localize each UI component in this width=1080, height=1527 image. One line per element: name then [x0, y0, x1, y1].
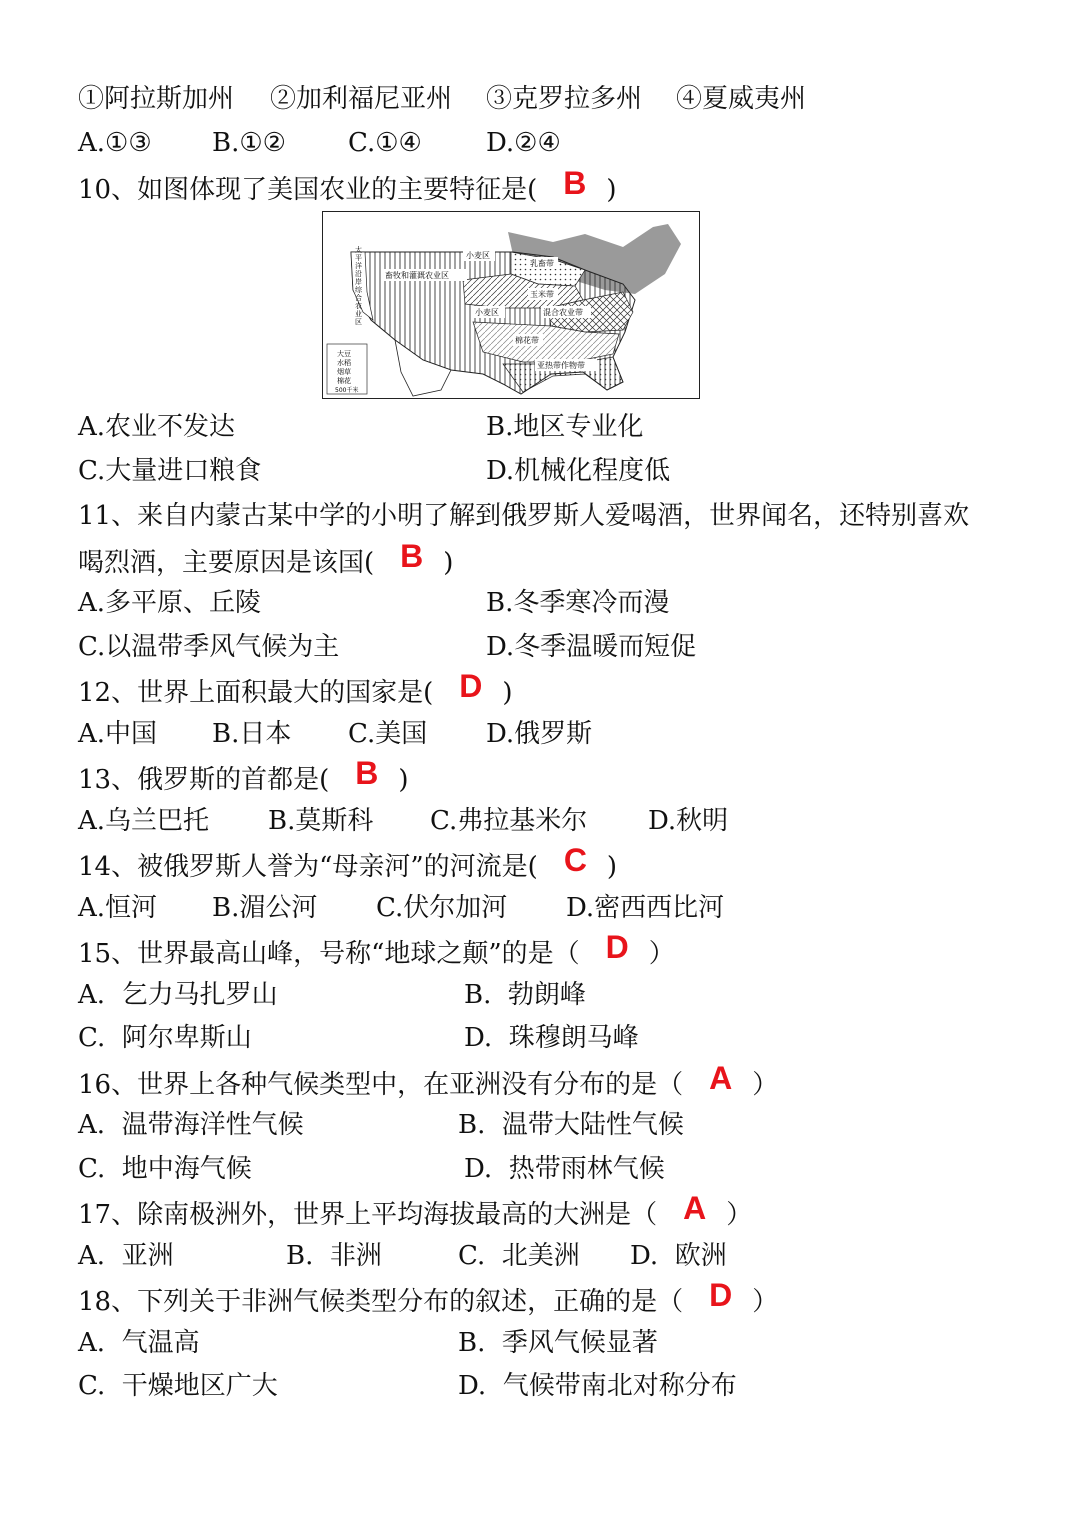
q11-stem-close: )	[443, 548, 454, 578]
q12-stem-text: 12、世界上面积最大的国家是(	[78, 678, 434, 708]
q12-answer: D	[459, 668, 483, 704]
q11-stem-text: 喝烈酒，主要原因是该国(	[78, 548, 375, 578]
label-west-coast	[355, 245, 363, 326]
q16-option-c: C. 地中海气候	[78, 1154, 252, 1184]
svg-text:沿: 沿	[355, 270, 362, 278]
q13-option-c: C.弗拉基米尔	[430, 806, 588, 836]
q13-option-b: B.莫斯科	[268, 806, 374, 836]
q15-answer: D	[605, 929, 629, 965]
q11-stem-line1: 11、来自内蒙古某中学的小明了解到俄罗斯人爱喝酒，世界闻名，还特别喜欢	[78, 501, 970, 531]
svg-text:业: 业	[355, 310, 362, 318]
q12-option-b: B.日本	[212, 719, 292, 749]
q13-option-a: A.乌兰巴托	[78, 806, 210, 836]
q16-option-b: B. 温带大陆性气候	[458, 1110, 684, 1140]
q11-option-b: B.冬季寒冷而漫	[486, 588, 670, 618]
q12-option-c: C.美国	[348, 719, 428, 749]
label-ranching: 畜牧和灌溉农业区	[385, 271, 449, 280]
q14-stem	[78, 842, 618, 884]
label-wheat-north: 小麦区	[466, 251, 490, 260]
q18-option-b: B. 季风气候显著	[458, 1328, 658, 1358]
q18-stem	[78, 1277, 779, 1319]
q17-stem-text: 17、除南极洲外，世界上平均海拔最高的大洲是（	[78, 1200, 658, 1230]
q15-stem-text: 15、世界最高山峰，号称“地球之颠”的是（	[78, 939, 580, 969]
svg-text:平: 平	[355, 254, 362, 262]
q14-stem-close: )	[606, 852, 618, 882]
q9-state-1: ①阿拉斯加州	[78, 84, 235, 114]
q15-option-d: D. 珠穆朗马峰	[464, 1023, 639, 1053]
legend-rice: 水稻	[337, 359, 351, 367]
label-subtropical: 亚热带作物带	[537, 361, 585, 370]
q10-option-d: D.机械化程度低	[486, 456, 671, 486]
q13-stem-close: )	[398, 765, 409, 795]
q15-stem	[78, 929, 675, 971]
q18-stem-text: 18、下列关于非洲气候类型分布的叙述，正确的是（	[78, 1287, 684, 1317]
q16-option-a: A. 温带海洋性气候	[78, 1110, 304, 1140]
q12-stem	[78, 668, 513, 710]
q15-option-a: A. 乞力马扎罗山	[78, 980, 278, 1010]
q15-option-b: B. 勃朗峰	[464, 980, 586, 1010]
us-map-svg	[323, 212, 698, 397]
label-mixed: 混合农业带	[543, 308, 583, 317]
q10-stem-text: 10、如图体现了美国农业的主要特征是(	[78, 175, 538, 205]
q10-stem	[78, 165, 617, 207]
q11-option-c: C.以温带季风气候为主	[78, 632, 340, 662]
q10-option-a: A.农业不发达	[78, 412, 236, 442]
q12-stem-close: )	[502, 678, 513, 708]
q17-stem	[78, 1190, 753, 1232]
q17-option-a: A. 亚洲	[78, 1241, 174, 1271]
q13-answer: B	[355, 755, 379, 791]
q17-option-d: D. 欧洲	[630, 1241, 727, 1271]
q18-option-d: D. 气候带南北对称分布	[458, 1371, 737, 1401]
q10-option-c: C.大量进口粮食	[78, 456, 262, 486]
q17-option-c: C. 北美洲	[458, 1241, 580, 1271]
q9-state-2: ②加利福尼亚州	[270, 84, 453, 114]
q12-option-d: D.俄罗斯	[486, 719, 593, 749]
svg-text:农: 农	[355, 302, 362, 310]
q9-option-d: D.②④	[486, 128, 561, 158]
label-wheat-south: 小麦区	[475, 308, 499, 317]
q18-option-a: A. 气温高	[78, 1328, 200, 1358]
q9-state-4: ④夏威夷州	[676, 84, 807, 114]
label-dairy: 乳畜带	[530, 259, 554, 268]
q17-stem-close: ）	[726, 1200, 753, 1230]
q11-option-d: D.冬季温暖而短促	[486, 632, 697, 662]
q14-stem-text: 14、被俄罗斯人誉为“母亲河”的河流是(	[78, 852, 538, 882]
q10-answer: B	[563, 165, 587, 201]
q16-option-d: D. 热带雨林气候	[464, 1154, 665, 1184]
us-agriculture-map	[322, 211, 700, 399]
svg-text:洋: 洋	[355, 262, 362, 270]
q13-stem-text: 13、俄罗斯的首都是(	[78, 765, 330, 795]
q15-stem-close: ）	[648, 939, 675, 969]
q11-option-a: A.多平原、丘陵	[78, 588, 262, 618]
q16-stem	[78, 1060, 779, 1102]
svg-text:合: 合	[355, 294, 362, 302]
q16-answer: A	[709, 1060, 733, 1096]
q13-option-d: D.秋明	[648, 806, 729, 836]
q11-answer: B	[400, 538, 424, 574]
q18-answer: D	[709, 1277, 733, 1313]
q18-option-c: C. 干燥地区广大	[78, 1371, 278, 1401]
q9-option-a: A.①③	[78, 128, 152, 158]
q9-option-c: C.①④	[348, 128, 422, 158]
svg-text:区: 区	[355, 318, 362, 326]
q16-stem-close: ）	[752, 1070, 779, 1100]
q9-option-b: B.①②	[212, 128, 286, 158]
q16-stem-text: 16、世界上各种气候类型中，在亚洲没有分布的是（	[78, 1070, 684, 1100]
q14-answer: C	[563, 842, 587, 878]
legend-cotton: 棉花	[337, 377, 351, 385]
q10-stem-close: )	[606, 175, 617, 205]
q12-option-a: A.中国	[78, 719, 158, 749]
q14-option-a: A.恒河	[78, 893, 158, 923]
q14-option-d: D.密西西比河	[566, 893, 725, 923]
q14-option-c: C.伏尔加河	[376, 893, 508, 923]
q11-stem-line2	[78, 538, 454, 580]
q13-stem	[78, 755, 409, 797]
q14-option-b: B.湄公河	[212, 893, 318, 923]
label-cotton: 棉花带	[515, 336, 539, 345]
q17-option-b: B. 非洲	[286, 1241, 382, 1271]
svg-text:岸: 岸	[355, 278, 362, 286]
q18-stem-close: ）	[752, 1287, 779, 1317]
q17-answer: A	[683, 1190, 707, 1226]
q10-option-b: B.地区专业化	[486, 412, 644, 442]
q9-state-3: ③克罗拉多州	[486, 84, 643, 114]
svg-text:太: 太	[355, 246, 362, 254]
label-corn: 玉米带	[530, 290, 554, 299]
q15-option-c: C. 阿尔卑斯山	[78, 1023, 252, 1053]
legend-tobacco: 烟草	[337, 368, 351, 376]
legend-soybean: 大豆	[337, 350, 351, 358]
svg-text:综: 综	[355, 286, 362, 294]
map-scale: 500千米	[335, 387, 359, 394]
